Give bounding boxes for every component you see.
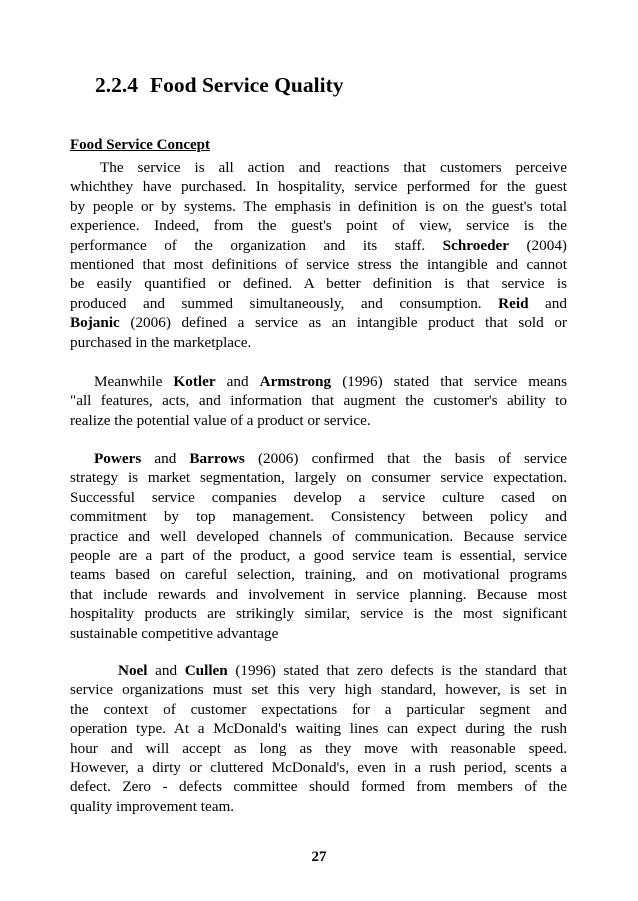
subheading-food-service-concept: Food Service Concept (70, 137, 210, 153)
author-bojanic: Bojanic (70, 314, 120, 332)
author-powers: Powers (94, 450, 142, 467)
page-number: 27 (311, 849, 327, 865)
text-line: that include rewards and involvement in service planning. Because most (70, 585, 567, 603)
text-line: teams based on careful selection, training, and on motivational programs (70, 566, 567, 584)
text-line: performance of the organization and its staff. Schroeder (2004) (70, 236, 567, 254)
text-line: Noel and Cullen (1996) stated that zero defects is the standard that (118, 662, 567, 679)
text-line: purchased in the marketplace. (70, 333, 252, 351)
text-line: Successful service companies develop a service culture cased on (70, 488, 567, 506)
text-line: Meanwhile Kotler and Armstrong (1996) stated that service means (94, 373, 567, 390)
author-reid: Reid (498, 294, 529, 312)
text-line: The service is all action and reactions that customers perceive (100, 159, 567, 176)
text-line: the context of customer expectations for a particular segment and (70, 700, 567, 718)
text-line: "all features, acts, and information that augment the customer's ability to (70, 392, 567, 410)
text-line: defect. Zero - defects committee should formed from members of the (70, 778, 567, 796)
paragraph-powers-barrows (70, 449, 567, 643)
text-line: operation type. At a McDonald's waiting lines can expect during the rush (70, 720, 567, 738)
author-schroeder: Schroeder (442, 236, 510, 254)
text-line: by people or by systems. The emphasis in definition is on the guest's total (70, 197, 567, 215)
text-line: commitment by top management. Consistency between policy and (70, 508, 567, 526)
text-line: mentioned that most definitions of service stress the intangible and cannot (70, 255, 567, 273)
author-kotler: Kotler (173, 373, 216, 390)
author-armstrong: Armstrong (259, 373, 332, 390)
text-line: be easily quantified or defined. A better definition is that service is (70, 275, 567, 293)
author-barrows: Barrows (189, 450, 245, 467)
text-line: practice and well developed channels of communication. Because service (70, 527, 567, 545)
text-line: experience. Indeed, from the guest's point of view, service is the (70, 217, 567, 235)
text-line: quality improvement team. (70, 797, 235, 815)
section-heading (95, 70, 343, 100)
text-line: produced and summed simultaneously, and consumption. Reid and (70, 294, 567, 312)
section-title: Food Service Quality (150, 73, 344, 97)
paragraph-kotler-armstrong (70, 372, 567, 430)
text-line: sustainable competitive advantage (70, 624, 279, 642)
author-cullen: Cullen (184, 662, 228, 679)
text-line: hour and will accept as long as they move with reasonable speed. (70, 739, 567, 757)
author-noel: Noel (118, 662, 148, 679)
text-line: hospitality products are strikingly similar, service is the most significant (70, 605, 567, 623)
text-line: Bojanic (2006) defined a service as an intangible product that sold or (70, 314, 567, 332)
paragraph-noel-cullen (70, 661, 567, 816)
text-line: realize the potential value of a product or service. (70, 411, 371, 429)
text-line: service organizations must set this very high standard, however, is set in (70, 681, 567, 699)
text-line: people are a part of the product, a good service team is essential, service (70, 546, 567, 564)
text-line: whichthey have purchased. In hospitality, service performed for the guest (70, 178, 567, 196)
text-line: However, a dirty or cluttered McDonald's, even in a rush period, scents a (70, 758, 567, 776)
paragraph-service-definition (70, 158, 567, 352)
text-line: strategy is market segmentation, largely on consumer service expectation. (70, 469, 567, 487)
section-number: 2.2.4 (95, 73, 138, 97)
text-line: Powers and Barrows (2006) confirmed that the basis of service (94, 450, 567, 467)
